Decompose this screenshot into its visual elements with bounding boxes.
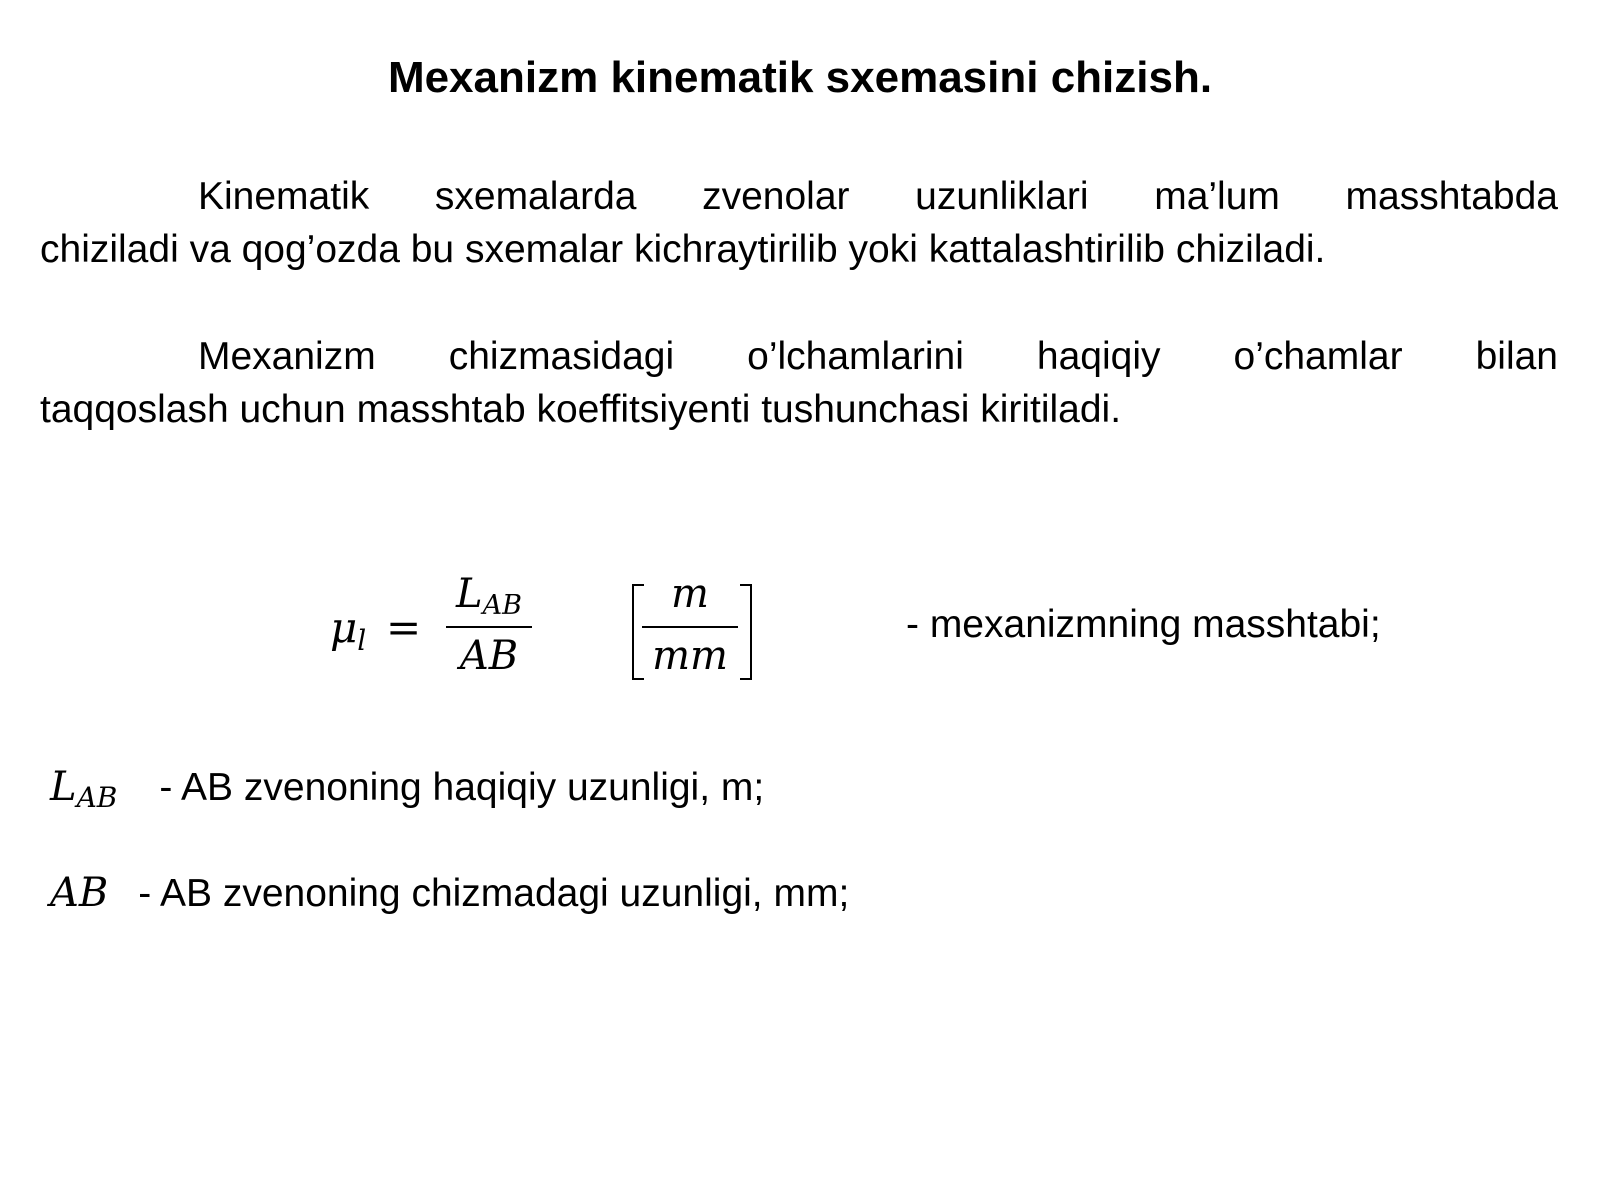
unit-numerator: m (671, 571, 709, 617)
definition-lab-subscript: AB (76, 781, 118, 814)
numerator-subscript: AB (482, 590, 522, 621)
unit-fraction-bar (642, 626, 738, 628)
mu-subscript: l (357, 624, 367, 657)
definition-ab-text: - AB zvenoning chizmadagi uzunligi, mm; (138, 872, 850, 915)
slide-title: Mexanizm kinematik sxemasini chizish. (387, 53, 1213, 102)
definition-lab-letter: L (50, 764, 77, 810)
formula-lhs (330, 603, 366, 658)
fraction-denominator: AB (459, 633, 519, 679)
unit-denominator: mm (652, 633, 728, 679)
definition-lab-symbol (50, 764, 118, 814)
scale-formula (330, 570, 790, 690)
paragraph-2-line-1: Mexanizm chizmasidagi o’lchamlarini haqiqiy o’chamlar bilan (198, 335, 1558, 378)
mu-symbol: μ (330, 603, 358, 652)
formula-description: - mexanizmning masshtabi; (906, 603, 1381, 646)
definition-ab-symbol: AB (50, 870, 109, 916)
paragraph-2 (40, 330, 1558, 436)
definition-lab-text: - AB zvenoning haqiqiy uzunligi, m; (159, 766, 765, 809)
paragraph-2-line-2: taqqoslash uchun masshtab koeffitsiyenti tushunchasi kiritiladi. (40, 388, 1122, 431)
definition-ab (50, 868, 849, 919)
unit-right-bracket (740, 584, 752, 680)
paragraph-1-line-2: chiziladi va qog’ozda bu sxemalar kichraytirilib yoki kattalashtirilib chiziladi. (40, 228, 1326, 271)
paragraph-1-line-1: Kinematik sxemalarda zvenolar uzunliklari ma’lum masshtabda (198, 175, 1558, 218)
definition-lab (50, 762, 764, 816)
fraction-bar (446, 626, 532, 628)
fraction-numerator (446, 570, 532, 623)
equals-sign: = (386, 603, 422, 652)
numerator-symbol: L (456, 571, 483, 617)
paragraph-1 (40, 170, 1558, 276)
